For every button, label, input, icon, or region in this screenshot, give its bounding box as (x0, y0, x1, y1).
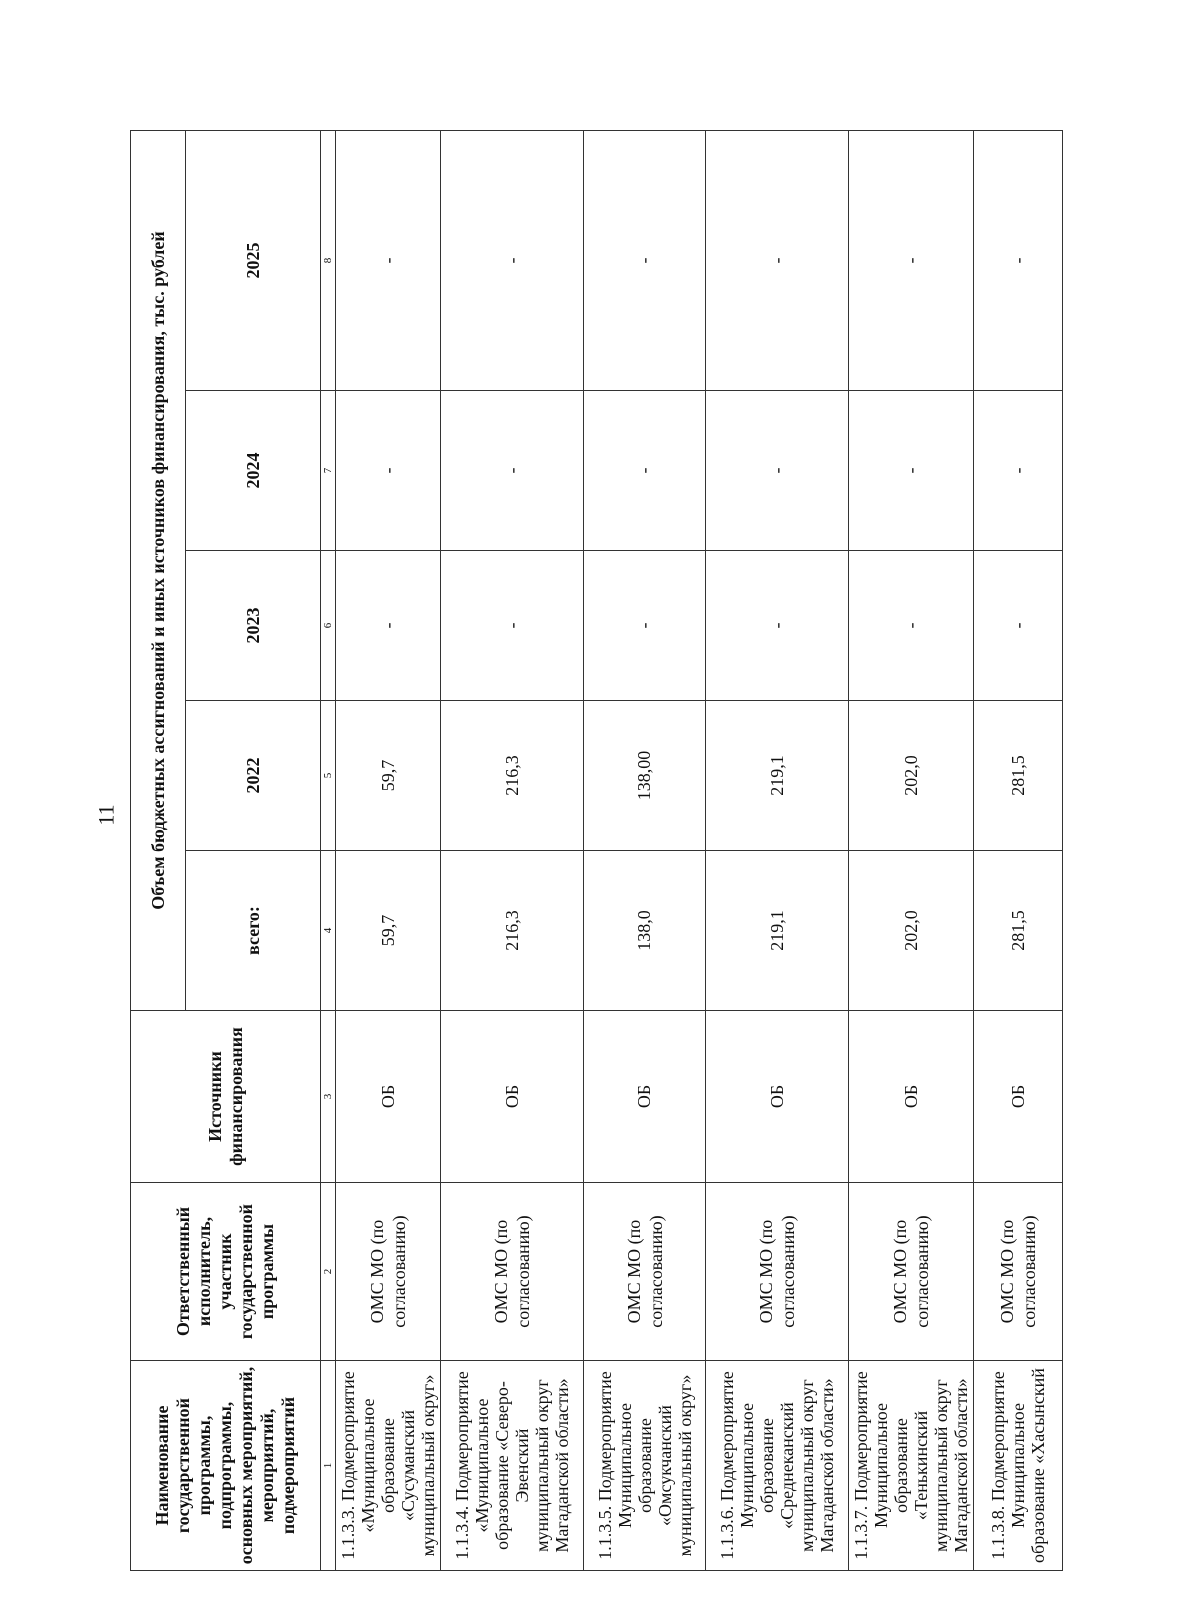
row-2024: - (849, 391, 974, 551)
row-total: 281,5 (974, 851, 1063, 1011)
row-name: 1.1.3.3. Подмероприятие «Муниципальное образование «Сусуманский муниципальный округ» (336, 1361, 441, 1571)
row-2022: 202,0 (849, 701, 974, 851)
row-2024: - (336, 391, 441, 551)
row-2022: 59,7 (336, 701, 441, 851)
row-total: 138,0 (584, 851, 706, 1011)
row-source: ОБ (441, 1011, 584, 1183)
row-total: 219,1 (706, 851, 849, 1011)
row-source: ОБ (336, 1011, 441, 1183)
column-number: 1 (321, 1361, 336, 1571)
header-total: всего: (186, 851, 321, 1011)
header-responsible: Ответственный исполнитель, участник государственной программы (131, 1183, 321, 1361)
header-name: Наименование государственной программы, подпрограммы, основных мероприятий, мероприятий, подмероприятий (131, 1361, 321, 1571)
row-2023: - (974, 551, 1063, 701)
row-name: 1.1.3.5. Подмероприятие Муниципальное образование «Омсукчанский муниципальный округ» (584, 1361, 706, 1571)
row-name: 1.1.3.7. Подмероприятие Муниципальное образование «Тенькинский муниципальный округ Магаданской области» (849, 1361, 974, 1571)
financing-table (130, 130, 1063, 1571)
header-volume: Объем бюджетных ассигнований и иных источников финансирования, тыс. рублей (131, 131, 186, 1011)
row-2022: 138,00 (584, 701, 706, 851)
header-year-2022: 2022 (186, 701, 321, 851)
row-2025: - (584, 131, 706, 391)
table-row (336, 131, 441, 1571)
row-responsible: ОМС МО (по согласованию) (974, 1183, 1063, 1361)
row-2024: - (441, 391, 584, 551)
row-2023: - (584, 551, 706, 701)
row-2022: 281,5 (974, 701, 1063, 851)
column-number: 4 (321, 851, 336, 1011)
column-number: 3 (321, 1011, 336, 1183)
header-year-2025: 2025 (186, 131, 321, 391)
row-name: 1.1.3.6. Подмероприятие Муниципальное образование «Среднеканский муниципальный округ Магаданской области» (706, 1361, 849, 1571)
row-name: 1.1.3.8. Подмероприятие Муниципальное образование «Хасынский (974, 1361, 1063, 1571)
row-2022: 219,1 (706, 701, 849, 851)
row-2024: - (706, 391, 849, 551)
row-source: ОБ (974, 1011, 1063, 1183)
table-row (974, 131, 1063, 1571)
column-number-row (321, 131, 336, 1571)
header-sources: Источники финансирования (131, 1011, 321, 1183)
row-source: ОБ (706, 1011, 849, 1183)
header-row-main (131, 131, 186, 1571)
column-number: 6 (321, 551, 336, 701)
row-responsible: ОМС МО (по согласованию) (584, 1183, 706, 1361)
row-name: 1.1.3.4. Подмероприятие «Муниципальное образование «Северо-Эвенский муниципальный округ Магаданской области» (441, 1361, 584, 1571)
page-number: 11 (94, 804, 119, 826)
header-year-2023: 2023 (186, 551, 321, 701)
table-row (441, 131, 584, 1571)
row-2025: - (706, 131, 849, 391)
column-number: 5 (321, 701, 336, 851)
row-2025: - (974, 131, 1063, 391)
row-responsible: ОМС МО (по согласованию) (336, 1183, 441, 1361)
header-year-2024: 2024 (186, 391, 321, 551)
column-number: 7 (321, 391, 336, 551)
column-number: 8 (321, 131, 336, 391)
column-number: 2 (321, 1183, 336, 1361)
row-source: ОБ (584, 1011, 706, 1183)
row-responsible: ОМС МО (по согласованию) (706, 1183, 849, 1361)
row-2025: - (336, 131, 441, 391)
row-2025: - (849, 131, 974, 391)
row-2023: - (441, 551, 584, 701)
table-row (584, 131, 706, 1571)
row-responsible: ОМС МО (по согласованию) (849, 1183, 974, 1361)
row-total: 59,7 (336, 851, 441, 1011)
row-2023: - (336, 551, 441, 701)
row-2024: - (974, 391, 1063, 551)
row-2025: - (441, 131, 584, 391)
table-row (706, 131, 849, 1571)
row-total: 202,0 (849, 851, 974, 1011)
row-2023: - (706, 551, 849, 701)
row-source: ОБ (849, 1011, 974, 1183)
rotated-table-wrapper (130, 131, 1048, 1571)
row-total: 216,3 (441, 851, 584, 1011)
row-2024: - (584, 391, 706, 551)
row-2023: - (849, 551, 974, 701)
row-responsible: ОМС МО (по согласованию) (441, 1183, 584, 1361)
table-row (849, 131, 974, 1571)
row-2022: 216,3 (441, 701, 584, 851)
